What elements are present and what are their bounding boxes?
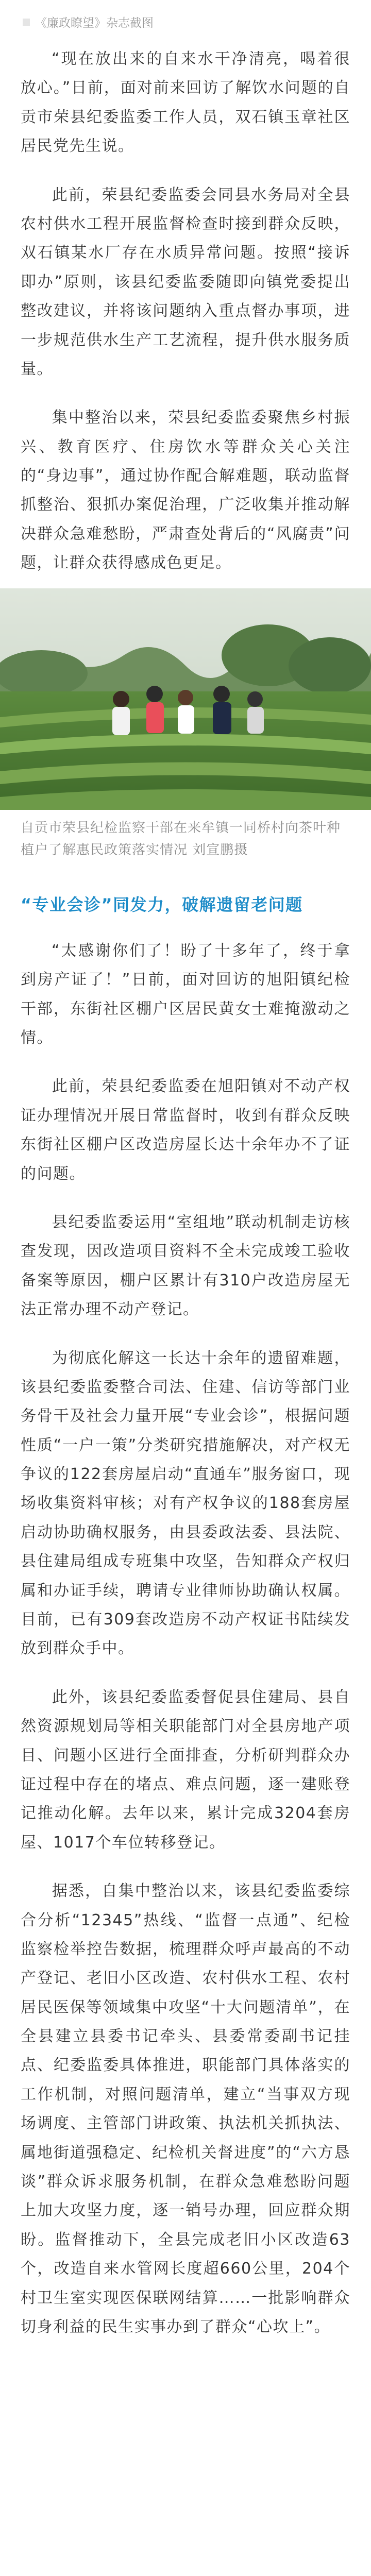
photo-caption: 自贡市荣县纪检监察干部在来牟镇一同桥村向茶叶种植户了解惠民政策落实情况 刘宣鹏摄 <box>21 820 341 858</box>
article-body-top <box>0 36 371 578</box>
paragraph: 据悉，自集中整治以来，该县纪委监委综合分析“12345”热线、“监督一点通”、纪检监察检举控告数据，梳理群众呼声最高的不动产登记、老旧小区改造、农村供水工程、农村居民医保等领域集中攻坚“十大问题清单”，在全县建立县委书记牵头、县委常委副书记挂点、纪委监委具体推进，职能部门具体落实的工作机制，对照问题清单，建立“当事双方现场调度、主管部门讲政策、执法机关抓执法、属地街道强稳定、纪检机关督进度”的“六方恳谈”群众诉求服务机制，在群众急难愁盼问题上加大攻坚力度，逐一销号办理，回应群众期盼。监督推动下，全县完成老旧小区改造63个，改造自来水管网长度超660公里，204个村卫生室实现医保联网结算……一批影响群众切身利益的民生实事办到了群众“心坎上”。 <box>21 1882 350 2336</box>
magazine-source-line <box>0 0 371 36</box>
paragraph: 此外，该县纪委监委督促县住建局、县自然资源规划局等相关职能部门对全县房地产项目、问题小区进行全面排查，分析研判群众办证过程中存在的堵点、难点问题，逐一建账登记推动化解。去年以来，累计完成3204套房屋、1017个车位转移登记。 <box>21 1688 350 1852</box>
paragraph: 县纪委监委运用“室组地”联动机制走访核查发现，因改造项目资料不全未完成竣工验收备案等原因，棚户区累计有310户改造房屋无法正常办理不动产登记。 <box>21 1213 350 1319</box>
section-heading <box>21 891 350 919</box>
paragraph: “现在放出来的自来水干净清亮，喝着很放心。”日前，面对前来回访了解饮水问题的自贡市荣县纪委监委工作人员，双石镇玉章社区居民党先生说。 <box>21 50 350 156</box>
paragraph: “太感谢你们了！盼了十多年了，终于拿到房产证了！”日前，面对回访的旭阳镇纪检干部，东街社区棚户区居民黄女士难掩激动之情。 <box>21 941 350 1047</box>
paragraph: 此前，荣县纪委监委在旭阳镇对不动产权证办理情况开展日常监督时，收到有群众反映东街社区棚户区改造房屋长达十余年办不了证的问题。 <box>21 1077 350 1183</box>
paragraph: 集中整治以来，荣县纪委监委聚焦乡村振兴、教育医疗、住房饮水等群众关心关注的“身边事”，通过协作配合解难题，联动监督抓整治、狠抓办案促治理，广泛收集并推动解决群众急难愁盼，严肃查处背后的“风腐责”问题，让群众获得感成色更足。 <box>21 409 350 572</box>
photo-block <box>0 588 371 861</box>
article-body-bottom <box>0 878 371 2342</box>
square-bullet-icon <box>23 19 30 26</box>
section-heading-text: “专业会诊”同发力，破解遗留老问题 <box>21 895 303 915</box>
paragraph: 为彻底化解这一长达十余年的遗留难题，该县纪委监委整合司法、住建、信访等部门业务骨干及社会力量开展“专业会诊”，根据问题性质“一户一策”分类研究措施解决，对产权无争议的122套房屋启动“直通车”服务窗口，现场收集资料审核；对有产权争议的188套房屋启动协助确权服务，由县委政法委、县法院、县住建局组成专班集中攻坚，告知群众产权归属和办证手续，聘请专业律师协助确认权属。目前，已有309套改造房不动产权证书陆续发放到群众手中。 <box>21 1349 350 1658</box>
paragraph: 此前，荣县纪委监委会同县水务局对全县农村供水工程开展监督检查时接到群众反映，双石镇某水厂存在水质异常问题。按照“接诉即办”原则，该县纪委监委随即向镇党委提出整改建议，并将该问题纳入重点督办事项，进一步规范供水生产工艺流程，提升供水服务质量。 <box>21 185 350 378</box>
tea-garden-photo <box>0 588 371 810</box>
magazine-label: 《廉政瞭望》杂志截图 <box>35 16 154 30</box>
